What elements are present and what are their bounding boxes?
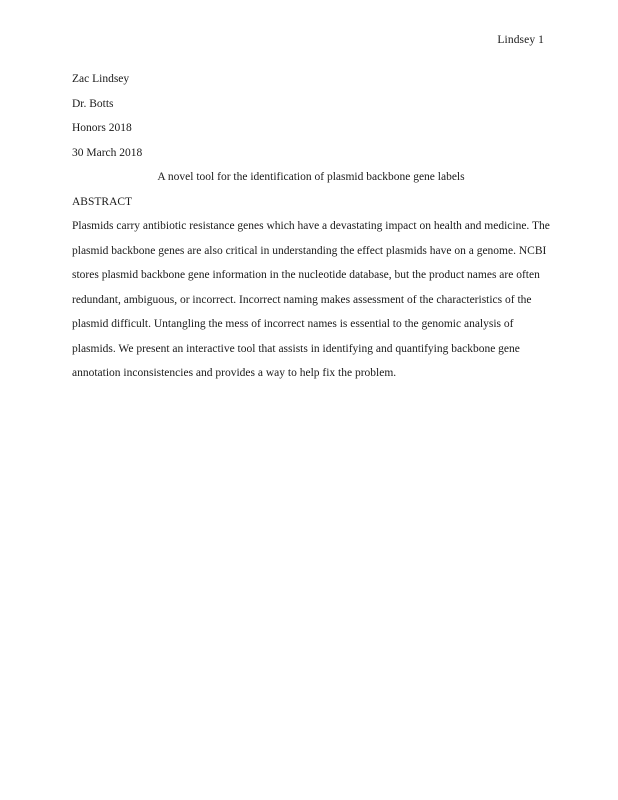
document-body bbox=[72, 67, 550, 386]
abstract-heading: ABSTRACT bbox=[72, 195, 133, 208]
abstract-text: Plasmids carry antibiotic resistance genes which have a devastating impact on health and medicine. The plasmid backbone genes are also critical in understanding the effect plasmids have on a genome. NCBI stores plasmid backbone gene information in the nucleotide database, but the product names are often redundant, ambiguous, or incorrect. Incorrect naming makes assessment of the characteristics of the plasmid difficult. Untangling the mess of incorrect names is essential to the genomic analysis of plasmids. We present an interactive tool that assists in identifying and quantifying backbone gene annotation inconsistencies and provides a way to help fix the problem. bbox=[72, 220, 550, 379]
instructor-name: Dr. Botts bbox=[72, 97, 114, 110]
running-head: Lindsey 1 bbox=[497, 34, 544, 46]
course-name: Honors 2018 bbox=[72, 122, 132, 134]
document-date: 30 March 2018 bbox=[72, 146, 143, 159]
paper-title: A novel tool for the identification of plasmid backbone gene labels bbox=[157, 171, 465, 183]
author-name: Zac Lindsey bbox=[72, 73, 130, 85]
